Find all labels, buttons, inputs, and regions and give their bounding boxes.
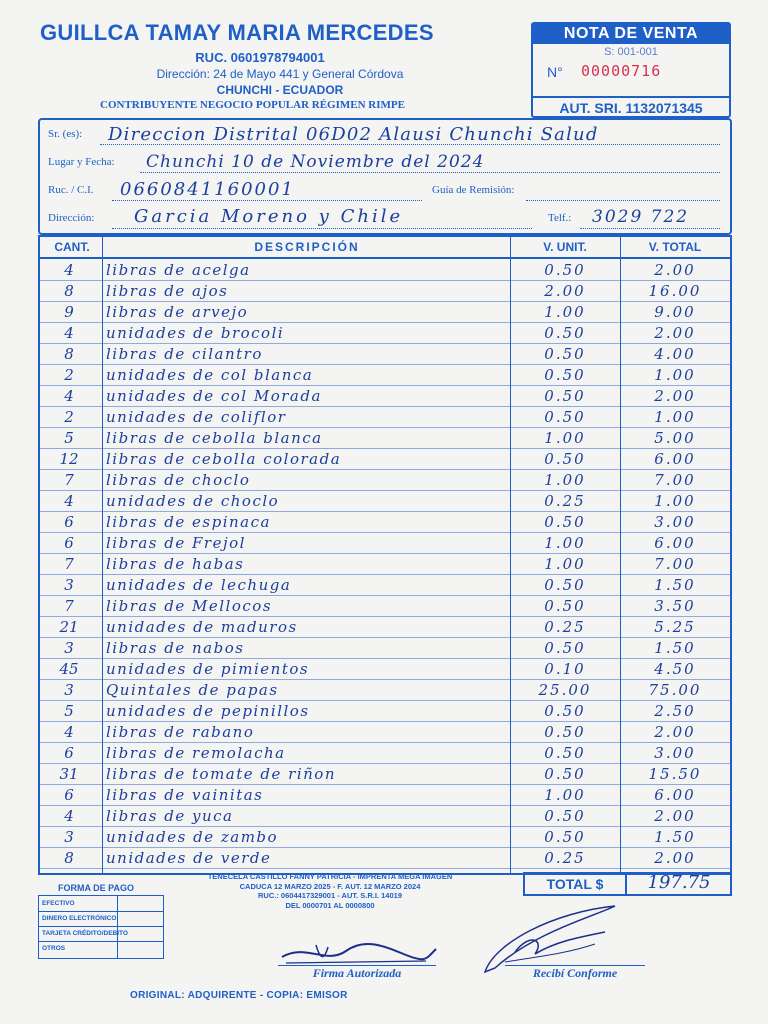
row-unit-price: 0.50 — [544, 366, 586, 384]
row-unit-price: 0.50 — [544, 345, 586, 363]
row-qty: 2 — [64, 408, 74, 426]
header-total: V. TOTAL — [648, 240, 702, 254]
authorized-signature-label: Firma Autorizada — [312, 966, 402, 980]
row-total: 15.50 — [648, 765, 702, 783]
client-ruc-label: Ruc. / C.I. — [48, 184, 94, 196]
row-total: 4.00 — [654, 345, 696, 363]
row-unit-price: 1.00 — [544, 471, 586, 489]
row-qty: 7 — [64, 555, 74, 573]
row-qty: 3 — [64, 681, 74, 699]
row-description: libras de habas — [106, 555, 245, 573]
table-row — [40, 322, 730, 344]
row-total: 1.50 — [654, 828, 696, 846]
printer-line: TENECELA CASTILLO FANNY PATRICIA - IMPRENTA MEGA IMAGEN — [207, 872, 453, 881]
row-description: libras de choclo — [106, 471, 251, 489]
row-unit-price: 1.00 — [544, 303, 586, 321]
guia-label: Guía de Remisión: — [432, 184, 515, 196]
row-description: libras de acelga — [106, 261, 251, 279]
payment-option — [39, 896, 163, 912]
row-description: libras de Frejol — [106, 534, 246, 552]
payment-option — [39, 941, 163, 956]
table-row — [40, 679, 730, 701]
client-ruc-value: 0660841160001 — [120, 179, 295, 200]
total-value: 197.75 — [647, 872, 711, 893]
row-total: 6.00 — [654, 450, 696, 468]
row-total: 1.00 — [654, 408, 696, 426]
table-row — [40, 532, 730, 554]
row-qty: 7 — [64, 597, 74, 615]
row-total: 1.00 — [654, 492, 696, 510]
row-description: unidades de lechuga — [106, 576, 292, 594]
row-total: 16.00 — [648, 282, 702, 300]
nota-title: NOTA DE VENTA — [533, 24, 729, 44]
row-qty: 4 — [64, 261, 74, 279]
row-description: unidades de coliflor — [106, 408, 287, 426]
table-row — [40, 784, 730, 806]
row-unit-price: 0.10 — [544, 660, 586, 678]
row-unit-price: 0.25 — [544, 618, 586, 636]
row-total: 6.00 — [654, 786, 696, 804]
table-row — [40, 511, 730, 533]
row-description: libras de rabano — [106, 723, 255, 741]
row-unit-price: 0.50 — [544, 807, 586, 825]
row-total: 75.00 — [648, 681, 702, 699]
row-qty: 31 — [59, 765, 79, 783]
table-row — [40, 700, 730, 722]
printer-line: CADUCA 12 MARZO 2025 - F. AUT. 12 MARZO 2024 — [239, 881, 421, 891]
row-total: 2.00 — [654, 324, 696, 342]
row-description: libras de remolacha — [106, 744, 286, 762]
business-ruc: RUC. 0601978794001 — [195, 50, 325, 65]
phone-value: 3029 722 — [592, 207, 690, 227]
row-total: 7.00 — [654, 555, 696, 573]
row-description: libras de cebolla colorada — [106, 450, 342, 468]
row-qty: 2 — [64, 366, 74, 384]
row-description: unidades de verde — [106, 849, 272, 867]
row-unit-price: 1.00 — [544, 555, 586, 573]
guia-line — [526, 200, 720, 201]
row-qty: 45 — [59, 660, 79, 678]
row-unit-price: 0.50 — [544, 597, 586, 615]
row-description: libras de vainitas — [106, 786, 264, 804]
client-address-label: Dirección: — [48, 212, 95, 224]
row-description: unidades de col blanca — [106, 366, 314, 384]
row-description: libras de arvejo — [106, 303, 249, 321]
col-divider — [102, 237, 103, 873]
table-row — [40, 826, 730, 848]
phone-label: Telf.: — [548, 212, 572, 224]
row-unit-price: 0.50 — [544, 324, 586, 342]
tax-regime: CONTRIBUYENTE NEGOCIO POPULAR RÉGIMEN RIMPE — [100, 99, 405, 111]
row-qty: 6 — [64, 513, 74, 531]
col-divider — [510, 237, 511, 873]
table-row — [40, 343, 730, 365]
row-description: libras de yuca — [106, 807, 234, 825]
table-row — [40, 553, 730, 575]
row-unit-price: 0.50 — [544, 702, 586, 720]
row-total: 3.00 — [654, 744, 696, 762]
place-date-line — [140, 172, 720, 173]
row-qty: 4 — [64, 387, 74, 405]
place-date-label: Lugar y Fecha: — [48, 156, 115, 168]
row-qty: 8 — [64, 345, 74, 363]
row-qty: 7 — [64, 471, 74, 489]
row-unit-price: 0.25 — [544, 849, 586, 867]
nota-number: 00000716 — [581, 62, 662, 80]
row-unit-price: 0.50 — [544, 744, 586, 762]
row-qty: 21 — [59, 618, 79, 636]
row-description: libras de espinaca — [106, 513, 271, 531]
business-address: Dirección: 24 de Mayo 441 y General Córdova — [156, 67, 404, 81]
nota-serie: S: 001-001 — [604, 46, 658, 58]
table-row — [40, 574, 730, 596]
printer-line: DEL 0000701 AL 0000800 — [285, 900, 375, 910]
row-qty: 4 — [64, 324, 74, 342]
row-total: 2.00 — [654, 807, 696, 825]
sr-label: Sr. (es): — [48, 128, 83, 140]
client-address-value: Garcia Moreno y Chile — [134, 206, 404, 227]
aut-sri: AUT. SRI. 1132071345 — [533, 96, 729, 118]
business-city: CHUNCHI - ECUADOR — [216, 83, 344, 97]
row-total: 2.00 — [654, 261, 696, 279]
row-unit-price: 0.50 — [544, 261, 586, 279]
row-description: unidades de pimientos — [106, 660, 310, 678]
row-total: 2.00 — [654, 723, 696, 741]
table-row — [40, 616, 730, 638]
row-qty: 3 — [64, 639, 74, 657]
client-info-box — [38, 118, 732, 235]
row-qty: 6 — [64, 534, 74, 552]
row-total: 4.50 — [654, 660, 696, 678]
table-row — [40, 301, 730, 323]
row-unit-price: 0.50 — [544, 513, 586, 531]
phone-line — [580, 228, 720, 229]
row-description: unidades de col Morada — [106, 387, 322, 405]
payment-option — [39, 911, 163, 927]
row-total: 9.00 — [654, 303, 696, 321]
table-row — [40, 637, 730, 659]
row-unit-price: 2.00 — [544, 282, 586, 300]
row-description: unidades de maduros — [106, 618, 298, 636]
payment-method-title: FORMA DE PAGO — [58, 883, 134, 893]
row-unit-price: 0.50 — [544, 408, 586, 426]
row-qty: 4 — [64, 723, 74, 741]
payment-option — [39, 926, 163, 942]
table-row — [40, 742, 730, 764]
payment-option-label: OTROS — [42, 945, 66, 952]
row-total: 1.50 — [654, 576, 696, 594]
client-address-line — [112, 228, 532, 229]
sr-value: Direccion Distrital 06D02 Alausi Chunchi Salud — [108, 124, 599, 145]
row-description: unidades de zambo — [106, 828, 279, 846]
business-name: GUILLCA TAMAY MARIA MERCEDES — [40, 20, 434, 45]
row-unit-price: 0.50 — [544, 765, 586, 783]
table-row — [40, 448, 730, 470]
items-table — [38, 235, 732, 875]
nota-de-venta-box — [531, 22, 731, 118]
payment-option-label: EFECTIVO — [42, 900, 75, 907]
row-qty: 9 — [64, 303, 74, 321]
row-total: 5.00 — [654, 429, 696, 447]
header-desc: DESCRIPCIÓN — [254, 240, 360, 254]
table-row — [40, 259, 730, 281]
row-description: libras de Mellocos — [106, 597, 273, 615]
row-unit-price: 25.00 — [538, 681, 592, 699]
table-row — [40, 385, 730, 407]
row-qty: 8 — [64, 849, 74, 867]
row-total: 1.50 — [654, 639, 696, 657]
table-row — [40, 595, 730, 617]
row-unit-price: 0.25 — [544, 492, 586, 510]
row-total: 2.50 — [654, 702, 696, 720]
place-date-value: Chunchi 10 de Noviembre del 2024 — [146, 152, 485, 172]
items-header — [40, 237, 730, 259]
row-qty: 4 — [64, 492, 74, 510]
payment-divider — [117, 896, 118, 958]
table-row — [40, 490, 730, 512]
row-qty: 6 — [64, 744, 74, 762]
header-unit: V. UNIT. — [543, 240, 587, 254]
row-unit-price: 1.00 — [544, 534, 586, 552]
table-row — [40, 364, 730, 386]
row-qty: 12 — [59, 450, 79, 468]
printer-info — [170, 872, 490, 910]
row-total: 1.00 — [654, 366, 696, 384]
row-unit-price: 0.50 — [544, 387, 586, 405]
row-description: unidades de choclo — [106, 492, 280, 510]
row-unit-price: 0.50 — [544, 723, 586, 741]
printer-line: RUC.: 0604417329001 - AUT. S.R.I. 14019 — [258, 891, 402, 900]
row-total: 2.00 — [654, 387, 696, 405]
table-row — [40, 847, 730, 869]
col-divider — [620, 237, 621, 873]
row-unit-price: 0.50 — [544, 576, 586, 594]
total-box — [523, 872, 732, 896]
row-qty: 6 — [64, 786, 74, 804]
row-unit-price: 0.50 — [544, 828, 586, 846]
row-qty: 5 — [64, 702, 74, 720]
total-label: TOTAL $ — [546, 876, 604, 892]
row-description: libras de cilantro — [106, 345, 263, 363]
row-unit-price: 0.50 — [544, 639, 586, 657]
payment-method-table — [38, 895, 164, 959]
table-row — [40, 658, 730, 680]
nota-number-label: N° — [547, 64, 563, 80]
table-row — [40, 721, 730, 743]
table-row — [40, 763, 730, 785]
table-row — [40, 805, 730, 827]
row-description: unidades de pepinillos — [106, 702, 310, 720]
payment-option-label: TARJETA CRÉDITO/DEBITO — [42, 930, 128, 937]
row-unit-price: 0.50 — [544, 450, 586, 468]
table-row — [40, 469, 730, 491]
table-row — [40, 406, 730, 428]
total-divider — [625, 874, 627, 894]
row-total: 2.00 — [654, 849, 696, 867]
received-signature-label: Recibí Conforme — [532, 966, 618, 980]
row-total: 5.25 — [654, 618, 696, 636]
row-description: libras de ajos — [106, 282, 229, 300]
row-description: libras de nabos — [106, 639, 245, 657]
row-description: unidades de brocoli — [106, 324, 285, 342]
row-qty: 3 — [64, 828, 74, 846]
table-row — [40, 280, 730, 302]
row-total: 3.50 — [654, 597, 696, 615]
row-description: libras de cebolla blanca — [106, 429, 323, 447]
header-qty: CANT. — [54, 240, 90, 254]
row-unit-price: 1.00 — [544, 429, 586, 447]
row-total: 7.00 — [654, 471, 696, 489]
row-total: 3.00 — [654, 513, 696, 531]
payment-option-label: DINERO ELECTRÓNICO — [42, 915, 117, 922]
row-qty: 3 — [64, 576, 74, 594]
row-total: 6.00 — [654, 534, 696, 552]
copy-distribution: ORIGINAL: ADQUIRENTE - COPIA: EMISOR — [130, 990, 348, 1001]
row-unit-price: 1.00 — [544, 786, 586, 804]
row-qty: 8 — [64, 282, 74, 300]
row-description: Quintales de papas — [106, 681, 279, 699]
table-row — [40, 427, 730, 449]
row-qty: 4 — [64, 807, 74, 825]
client-ruc-line — [112, 200, 422, 201]
row-qty: 5 — [64, 429, 74, 447]
row-description: libras de tomate de riñon — [106, 765, 336, 783]
